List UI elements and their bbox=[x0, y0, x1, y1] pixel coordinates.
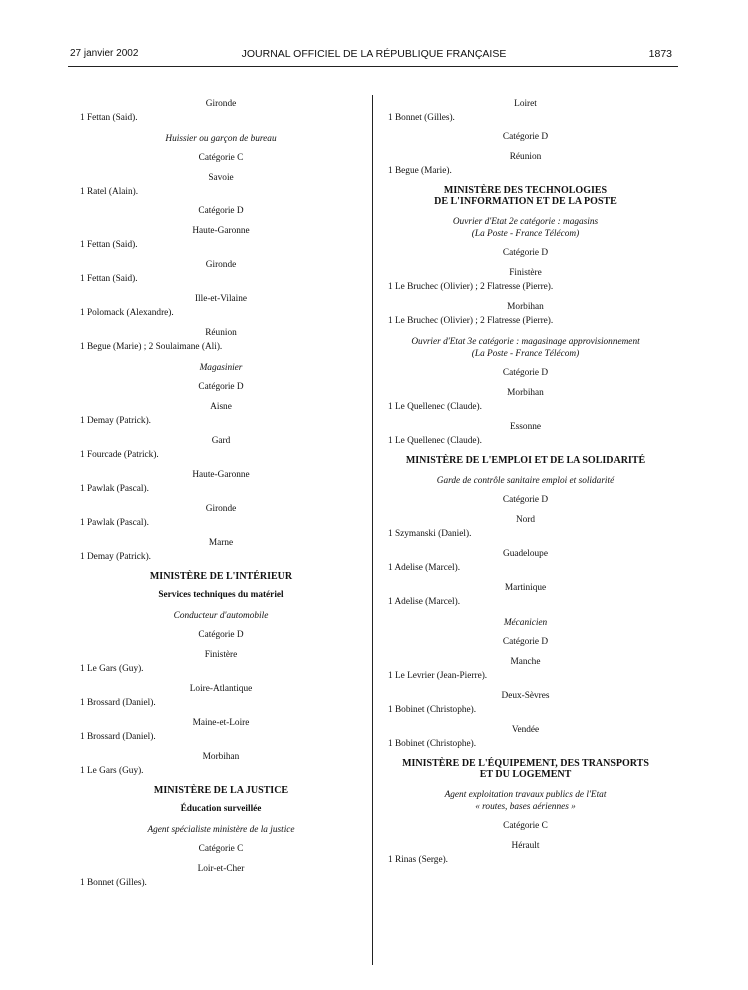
region-heading: Gironde bbox=[205, 99, 237, 109]
region-heading: Finistère bbox=[204, 650, 238, 660]
appointee-entry: 1 Szymanski (Daniel). bbox=[388, 529, 472, 539]
appointee-entry: 1 Le Levrier (Jean-Pierre). bbox=[388, 671, 488, 681]
ministry-heading: MINISTÈRE DE L'EMPLOI ET DE LA SOLIDARITÉ bbox=[405, 455, 646, 466]
region-heading: Maine-et-Loire bbox=[192, 718, 250, 728]
appointee-entry: 1 Brossard (Daniel). bbox=[80, 732, 156, 742]
category-label: Catégorie D bbox=[502, 637, 549, 647]
appointee-entry: 1 Le Quellenec (Claude). bbox=[388, 402, 482, 412]
ministry-heading-continued: DE L'INFORMATION ET DE LA POSTE bbox=[434, 196, 617, 207]
region-heading: Finistère bbox=[509, 268, 542, 278]
region-heading: Loir-et-Cher bbox=[197, 864, 245, 874]
category-label: Catégorie D bbox=[198, 630, 244, 640]
header-page-number: 1873 bbox=[648, 48, 672, 60]
region-heading: Vendée bbox=[511, 725, 540, 735]
appointee-entry: 1 Le Quellenec (Claude). bbox=[388, 436, 482, 446]
ministry-heading: MINISTÈRE DES TECHNOLOGIES bbox=[443, 185, 608, 196]
header-rule bbox=[68, 66, 678, 67]
header-date: 27 janvier 2002 bbox=[70, 48, 139, 59]
appointee-entry: 1 Ratel (Alain). bbox=[80, 187, 139, 197]
job-title: Mécanicien bbox=[503, 618, 548, 628]
appointee-entry: 1 Begue (Marie). bbox=[388, 166, 452, 176]
appointee-entry: 1 Fettan (Said). bbox=[80, 274, 138, 284]
job-title: Ouvrier d'Etat 2e catégorie : magasins bbox=[452, 217, 599, 227]
ministry-heading-continued: ET DU LOGEMENT bbox=[479, 769, 572, 780]
category-label: Catégorie D bbox=[502, 368, 549, 378]
category-label: Catégorie C bbox=[198, 844, 244, 854]
service-heading: Éducation surveillée bbox=[180, 804, 262, 814]
region-heading: Marne bbox=[208, 538, 234, 548]
region-heading: Gard bbox=[211, 436, 231, 446]
region-heading: Morbihan bbox=[507, 388, 544, 398]
region-heading: Morbihan bbox=[202, 752, 240, 762]
ministry-heading: MINISTÈRE DE LA JUSTICE bbox=[153, 785, 289, 796]
region-heading: Guadeloupe bbox=[503, 549, 548, 559]
category-label: Catégorie C bbox=[503, 821, 548, 831]
appointee-entry: 1 Fettan (Said). bbox=[80, 240, 138, 250]
region-heading: Hérault bbox=[511, 841, 540, 851]
region-heading: Gironde bbox=[205, 504, 237, 514]
job-title-continued: (La Poste - France Télécom) bbox=[471, 349, 580, 359]
appointee-entry: 1 Le Bruchec (Olivier) ; 2 Flatresse (Pierre). bbox=[388, 282, 554, 292]
ministry-heading: MINISTÈRE DE L'ÉQUIPEMENT, DES TRANSPORTS bbox=[402, 758, 649, 769]
appointee-entry: 1 Le Bruchec (Olivier) ; 2 Flatresse (Pierre). bbox=[388, 316, 554, 326]
category-label: Catégorie D bbox=[502, 248, 549, 258]
region-heading: Réunion bbox=[205, 328, 237, 338]
appointee-entry: 1 Begue (Marie) ; 2 Soulaimane (Ali). bbox=[80, 342, 223, 352]
appointee-entry: 1 Fourcade (Patrick). bbox=[80, 450, 159, 460]
region-heading: Deux-Sèvres bbox=[501, 691, 550, 701]
appointee-entry: 1 Bobinet (Christophe). bbox=[388, 705, 477, 715]
region-heading: Martinique bbox=[504, 583, 547, 593]
appointee-entry: 1 Pawlak (Pascal). bbox=[80, 484, 149, 494]
appointee-entry: 1 Demay (Patrick). bbox=[80, 416, 151, 426]
job-title-continued: « routes, bases aériennes » bbox=[475, 802, 576, 812]
appointee-entry: 1 Adelise (Marcel). bbox=[388, 597, 461, 607]
region-heading: Réunion bbox=[509, 152, 542, 162]
job-title: Conducteur d'automobile bbox=[173, 611, 269, 621]
job-title: Garde de contrôle sanitaire emploi et solidarité bbox=[436, 476, 615, 486]
appointee-entry: 1 Le Gars (Guy). bbox=[80, 664, 144, 674]
region-heading: Aisne bbox=[210, 402, 232, 412]
region-heading: Manche bbox=[510, 657, 541, 667]
job-title-continued: (La Poste - France Télécom) bbox=[471, 229, 580, 239]
region-heading: Morbihan bbox=[507, 302, 544, 312]
ministry-heading: MINISTÈRE DE L'INTÉRIEUR bbox=[149, 571, 293, 582]
job-title: Magasinier bbox=[199, 363, 243, 373]
column-divider bbox=[372, 95, 373, 965]
appointee-entry: 1 Demay (Patrick). bbox=[80, 552, 151, 562]
category-label: Catégorie D bbox=[502, 495, 549, 505]
region-heading: Haute-Garonne bbox=[192, 226, 250, 236]
region-heading: Savoie bbox=[208, 173, 234, 183]
appointee-entry: 1 Bonnet (Gilles). bbox=[80, 878, 147, 888]
left-column bbox=[80, 90, 362, 889]
appointee-entry: 1 Polomack (Alexandre). bbox=[80, 308, 174, 318]
job-title: Agent spécialiste ministère de la justice bbox=[147, 825, 295, 835]
right-column bbox=[388, 90, 663, 866]
region-heading: Loiret bbox=[514, 99, 537, 109]
appointee-entry: 1 Fettan (Said). bbox=[80, 113, 138, 123]
region-heading: Nord bbox=[515, 515, 536, 525]
appointee-entry: 1 Brossard (Daniel). bbox=[80, 698, 156, 708]
region-heading: Ille-et-Vilaine bbox=[194, 294, 248, 304]
category-label: Catégorie D bbox=[198, 206, 244, 216]
category-label: Catégorie D bbox=[198, 382, 244, 392]
job-title: Ouvrier d'Etat 3e catégorie : magasinage approvisionnement bbox=[411, 337, 640, 347]
job-title: Agent exploitation travaux publics de l'Etat bbox=[444, 790, 607, 800]
region-heading: Gironde bbox=[205, 260, 237, 270]
region-heading: Haute-Garonne bbox=[192, 470, 250, 480]
job-title: Huissier ou garçon de bureau bbox=[165, 134, 277, 144]
category-label: Catégorie C bbox=[198, 153, 244, 163]
category-label: Catégorie D bbox=[502, 132, 549, 142]
service-heading: Services techniques du matériel bbox=[158, 590, 284, 600]
region-heading: Essonne bbox=[510, 422, 541, 432]
header-title: JOURNAL OFFICIEL DE LA RÉPUBLIQUE FRANÇAISE bbox=[241, 48, 507, 60]
page-header bbox=[0, 48, 748, 64]
appointee-entry: 1 Le Gars (Guy). bbox=[80, 766, 144, 776]
appointee-entry: 1 Pawlak (Pascal). bbox=[80, 518, 149, 528]
appointee-entry: 1 Bonnet (Gilles). bbox=[388, 113, 455, 123]
appointee-entry: 1 Bobinet (Christophe). bbox=[388, 739, 477, 749]
appointee-entry: 1 Rinas (Serge). bbox=[388, 855, 448, 865]
appointee-entry: 1 Adelise (Marcel). bbox=[388, 563, 461, 573]
region-heading: Loire-Atlantique bbox=[189, 684, 253, 694]
